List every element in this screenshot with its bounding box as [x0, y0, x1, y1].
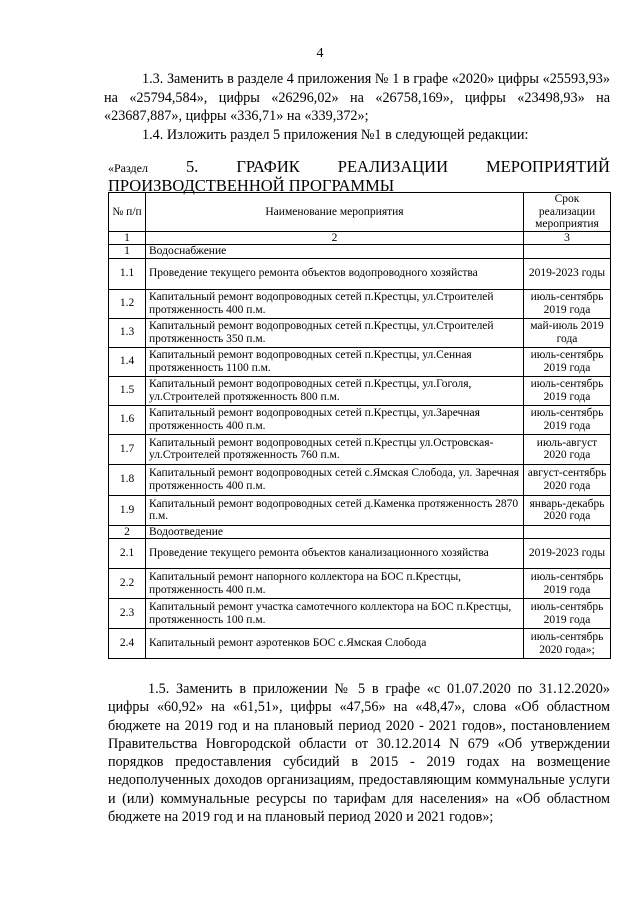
table-row — [109, 569, 611, 599]
row-term: 2019-2023 годы — [524, 539, 611, 569]
row-name: Капитальный ремонт водопроводных сетей с.Ямская Слобода, ул. Заречная протяженность 400 п.м. — [146, 464, 524, 495]
closing-block — [108, 680, 610, 826]
row-number: 1.9 — [109, 495, 146, 525]
header-number: № п/п — [109, 193, 146, 232]
column-index: 3 — [524, 231, 611, 245]
row-term: июль-сентябрь 2019 года — [524, 347, 611, 376]
table-row — [109, 347, 611, 376]
table-row — [109, 289, 611, 318]
table-column-index-row — [109, 231, 611, 245]
row-term — [524, 245, 611, 259]
row-number: 1.7 — [109, 434, 146, 464]
table-row — [109, 258, 611, 289]
row-number: 1 — [109, 245, 146, 259]
table-row — [109, 629, 611, 659]
table-row — [109, 495, 611, 525]
row-term: июль-сентябрь 2019 года — [524, 405, 611, 434]
measures-table — [108, 192, 611, 659]
table-row — [109, 464, 611, 495]
section-heading-line-1 — [108, 158, 610, 177]
row-name: Проведение текущего ремонта объектов канализационного хозяйства — [146, 539, 524, 569]
row-name: Капитальный ремонт водопроводных сетей п.Крестцы, ул.Гоголя, ул.Строителей протяженность 800 п.м. — [146, 376, 524, 405]
row-number: 1.1 — [109, 258, 146, 289]
row-number: 2.3 — [109, 599, 146, 629]
row-name: Капитальный ремонт участка самотечного коллектора на БОС п.Крестцы, протяженность 100 п.м. — [146, 599, 524, 629]
section-word-implementation: РЕАЛИЗАЦИИ — [337, 157, 448, 176]
row-name: Проведение текущего ремонта объектов водопроводного хозяйства — [146, 258, 524, 289]
table-row — [109, 434, 611, 464]
row-term: июль-сентябрь 2019 года — [524, 376, 611, 405]
row-number: 1.3 — [109, 318, 146, 347]
row-term: июль-август 2020 года — [524, 434, 611, 464]
row-term — [524, 525, 611, 539]
row-name: Водоснабжение — [146, 245, 524, 259]
page-number: 4 — [316, 46, 324, 61]
header-term: Срок реализации мероприятия — [524, 193, 611, 232]
row-name: Капитальный ремонт водопроводных сетей п.Крестцы, ул.Заречная протяженность 400 п.м. — [146, 405, 524, 434]
row-number: 1.5 — [109, 376, 146, 405]
section-prefix: «Раздел — [108, 161, 148, 175]
column-index: 2 — [146, 231, 524, 245]
intro-block — [104, 70, 610, 144]
row-name: Капитальный ремонт водопроводных сетей д.Каменка протяженность 2870 п.м. — [146, 495, 524, 525]
row-term: июль-сентябрь 2019 года — [524, 599, 611, 629]
table-row — [109, 599, 611, 629]
row-term: август-сентябрь 2020 года — [524, 464, 611, 495]
row-number: 1.4 — [109, 347, 146, 376]
table-row — [109, 376, 611, 405]
section-word-measures: МЕРОПРИЯТИЙ — [486, 157, 610, 176]
row-name: Капитальный ремонт водопроводных сетей п.Крестцы, ул.Сенная протяженность 1100 п.м. — [146, 347, 524, 376]
table-header-row — [109, 193, 611, 232]
row-name: Водоотведение — [146, 525, 524, 539]
row-number: 1.6 — [109, 405, 146, 434]
table-row — [109, 525, 611, 539]
section-heading — [108, 158, 610, 194]
paragraph-1-5: 1.5. Заменить в приложении № 5 в графе «с 01.07.2020 по 31.12.2020» цифры «60,92» на «61,51», цифры «47,56» на «48,47», слова «Об областном бюджете на 2019 год и на плановый период 2020 - 2021 годов», постановлением Правительства Новгородской области от 30.12.2014 N 679 «Об утверждении порядков предоставления субсидий в 2015 - 2019 годах на возмещение недополученных доходов организациям, предоставляющим коммунальные услуги и (или) коммунальные ресурсы по тарифам для населения» на «Об областном бюджете на 2019 год и на плановый период 2020 и 2021 годов»; — [108, 681, 610, 826]
table-row — [109, 318, 611, 347]
row-name: Капитальный ремонт аэротенков БОС с.Ямская Слобода — [146, 629, 524, 659]
row-term: январь-декабрь 2020 года — [524, 495, 611, 525]
row-name: Капитальный ремонт водопроводных сетей п.Крестцы, ул.Строителей протяженность 400 п.м. — [146, 289, 524, 318]
row-number: 1.2 — [109, 289, 146, 318]
table-row — [109, 539, 611, 569]
row-term: 2019-2023 годы — [524, 258, 611, 289]
row-number: 2.1 — [109, 539, 146, 569]
table-row — [109, 405, 611, 434]
section-number: 5. — [185, 157, 199, 176]
row-term: июль-сентябрь 2020 года»; — [524, 629, 611, 659]
paragraph-1-4: 1.4. Изложить раздел 5 приложения №1 в следующей редакции: — [142, 126, 529, 143]
section-word-schedule: ГРАФИК — [236, 157, 300, 176]
row-number: 2 — [109, 525, 146, 539]
row-number: 1.8 — [109, 464, 146, 495]
table-row — [109, 245, 611, 259]
row-name: Капитальный ремонт водопроводных сетей п.Крестцы, ул.Строителей протяженность 350 п.м. — [146, 318, 524, 347]
header-name: Наименование мероприятия — [146, 193, 524, 232]
row-term: май-июль 2019 года — [524, 318, 611, 347]
paragraph-1-3: 1.3. Заменить в разделе 4 приложения № 1 в графе «2020» цифры «25593,93» на «25794,584», цифры «26296,02» на «26758,169», цифры «23498,93» на «23687,887», цифры «336,71» на «339,372»; — [104, 71, 610, 124]
row-term: июль-сентябрь 2019 года — [524, 289, 611, 318]
column-index: 1 — [109, 231, 146, 245]
row-number: 2.2 — [109, 569, 146, 599]
row-number: 2.4 — [109, 629, 146, 659]
row-term: июль-сентябрь 2019 года — [524, 569, 611, 599]
section-heading-line-2: ПРОИЗВОДСТВЕННОЙ ПРОГРАММЫ — [108, 176, 395, 195]
row-name: Капитальный ремонт водопроводных сетей п.Крестцы ул.Островская-ул.Строителей протяженность 760 п.м. — [146, 434, 524, 464]
row-name: Капитальный ремонт напорного коллектора на БОС п.Крестцы, протяженность 400 п.м. — [146, 569, 524, 599]
